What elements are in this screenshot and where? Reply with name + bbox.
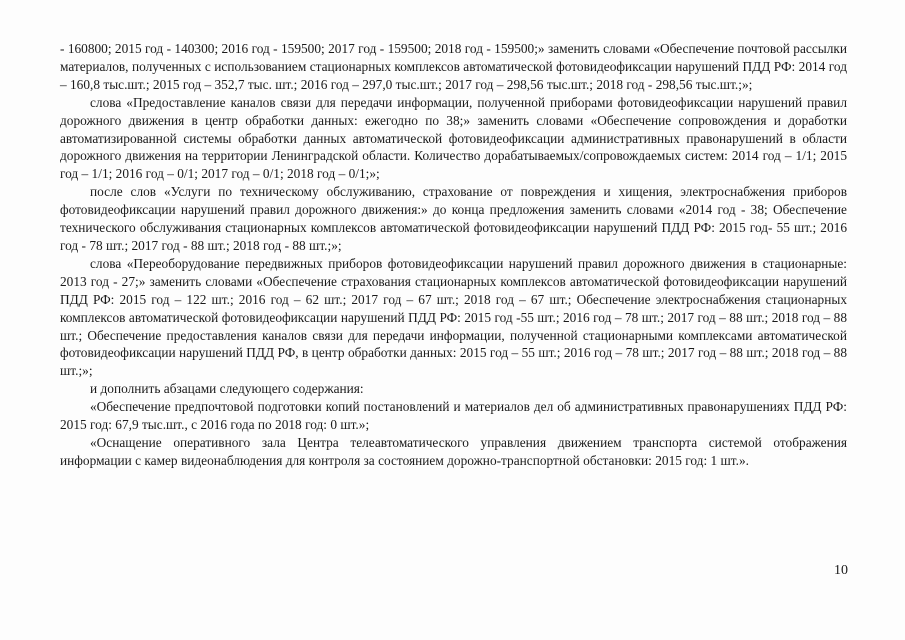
- paragraph-communication-channels: слова «Предоставление каналов связи для передачи информации, полученной приборами фотовидеофиксации нарушений правил дорожного движения в центр обработки данных: ежегодно по 38;» заменить словами «Обеспечение сопровождения и доработки автоматизированной системы обработки данных автоматической фотовидеофиксации административных правонарушений в области дорожного движения на территории Ленинградской области. Количество дорабатываемых/сопровождаемых систем: 2014 год – 1/1; 2015 год – 1/1; 2016 год – 0/1; 2017 год – 0/1; 2018 год – 0/1;»;: [60, 94, 847, 182]
- document-body: [60, 40, 847, 470]
- paragraph-operations-hall: «Оснащение оперативного зала Центра телеавтоматического управления движением транспорта системой отображения информации с камер видеонаблюдения для контроля за состоянием дорожно-транспортной обстановки: 2015 год: 1 шт.».: [60, 434, 847, 468]
- paragraph-maintenance-services: после слов «Услуги по техническому обслуживанию, страхование от повреждения и хищения, электроснабжения приборов фотовидеофиксации нарушений правил дорожного движения:» до конца предложения заменить словами «2014 год - 38; Обеспечение технического обслуживания стационарных комплексов автоматической фотовидеофиксации нарушений ПДД РФ: 2015 год- 55 шт.; 2016 год - 78 шт.; 2017 год - 88 шт.; 2018 год - 88 шт.;»;: [60, 184, 847, 253]
- paragraph-continuation: - 160800; 2015 год - 140300; 2016 год - 159500; 2017 год - 159500; 2018 год - 159500;» заменить словами «Обеспечение почтовой рассылки материалов, полученных с использованием стационарных комплексов автоматической фотовидеофиксации нарушений ПДД РФ: 2014 год – 160,8 тыс.шт.; 2015 год – 352,7 тыс. шт.; 2016 год – 297,0 тыс.шт.; 2017 год – 298,56 тыс.шт.; 2018 год - 298,56 тыс.шт.;»;: [60, 41, 847, 92]
- paragraph-reequipment: слова «Переоборудование передвижных приборов фотовидеофиксации нарушений правил дорожного движения в стационарные: 2013 год - 27;» заменить словами «Обеспечение страхования стационарных комплексов автоматической фотовидеофиксации нарушений ПДД РФ: 2015 год – 122 шт.; 2016 год – 62 шт.; 2017 год – 67 шт.; 2018 год – 67 шт.; Обеспечение электроснабжения стационарных комплексов автоматической фотовидеофиксации нарушений ПДД РФ: 2015 год -55 шт.; 2016 год – 78 шт.; 2017 год – 88 шт.; 2018 год – 88 шт.; Обеспечение предоставления каналов связи для передачи информации, полученной стационарными комплексами автоматической фотовидеофиксации нарушений ПДД РФ, в центр обработки данных: 2015 год – 55 шт.; 2016 год – 78 шт.; 2017 год – 88 шт.; 2018 год – 88 шт.;»;: [60, 255, 847, 379]
- paragraph-pre-mailing: «Обеспечение предпочтовой подготовки копий постановлений и материалов дел об административных правонарушениях ПДД РФ: 2015 год: 67,9 тыс.шт., с 2016 года по 2018 год: 0 шт.»;: [60, 399, 847, 433]
- page-number: 10: [834, 563, 848, 578]
- paragraph-supplement-intro: и дополнить абзацами следующего содержания:: [90, 381, 364, 397]
